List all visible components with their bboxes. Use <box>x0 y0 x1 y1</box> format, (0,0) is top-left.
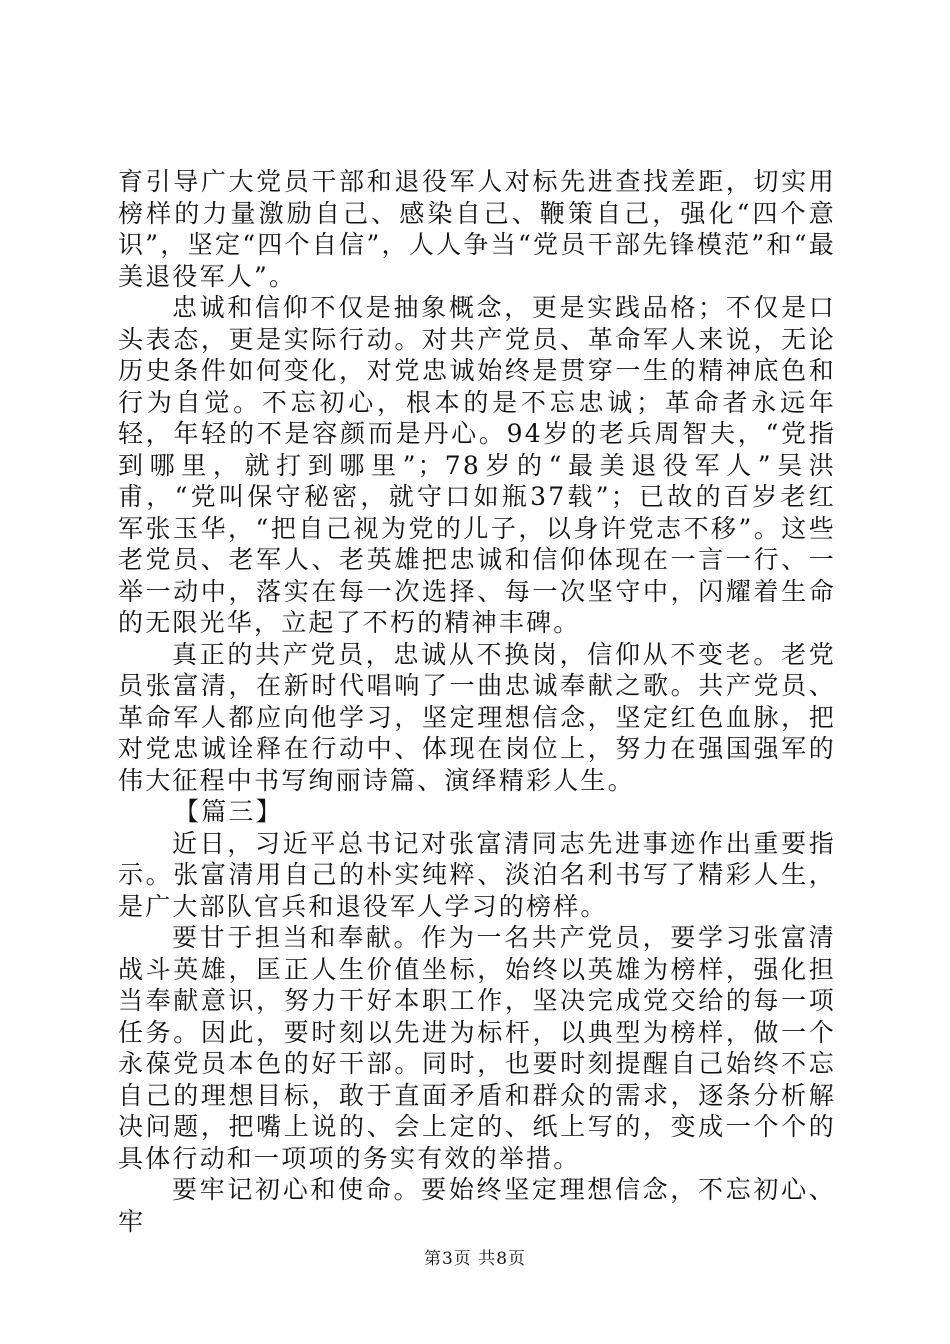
paragraph-continuation: 育引导广大党员干部和退役军人对标先进查找差距，切实用榜样的力量激励自己、感染自己、鞭策自己，强化“四个意识”，坚定“四个自信”，人人争当“党员干部先锋模范”和“最美退役军人”。 <box>118 167 836 291</box>
paragraph-true-party-member: 真正的共产党员，忠诚从不换岗，信仰从不变老。老党员张富清，在新时代唱响了一曲忠诚奉献之歌。共产党员、革命军人都应向他学习，坚定理想信念，坚定红色血脉，把对党忠诚诠释在行动中、体现在岗位上，努力在强国强军的伟大征程中书写绚丽诗篇、演绎精彩人生。 <box>118 639 836 795</box>
paragraph-loyalty-faith: 忠诚和信仰不仅是抽象概念，更是实践品格；不仅是口头表态，更是实际行动。对共产党员、革命军人来说，无论历史条件如何变化，对党忠诚始终是贯穿一生的精神底色和行为自觉。不忘初心，根本的是不忘忠诚；革命者永远年轻，年轻的不是容颜而是丹心。94岁的老兵周智夫，“党指到哪里，就打到哪里”；78岁的“最美退役军人”吴洪甫，“党叫保守秘密，就守口如瓶37载”；已故的百岁老红军张玉华，“把自己视为党的儿子，以身许党志不移”。这些老党员、老军人、老英雄把忠诚和信仰体现在一言一行、一举一动中，落实在每一次选择、每一次坚守中，闪耀着生命的无限光华，立起了不朽的精神丰碑。 <box>118 293 836 637</box>
paragraph-dedication: 要甘于担当和奉献。作为一名共产党员，要学习张富清战斗英雄，匡正人生价值坐标，始终以英雄为榜样，强化担当奉献意识，努力干好本职工作，坚决完成党交给的每一项任务。因此，要时刻以先进为标杆，以典型为榜样，做一个永葆党员本色的好干部。同时，也要时刻提醒自己始终不忘自己的理想目标，敢于直面矛盾和群众的需求，逐条分析解决问题，把嘴上说的、会上定的、纸上写的，变成一个个的具体行动和一项项的务实有效的举措。 <box>118 923 836 1173</box>
document-body <box>118 166 836 1237</box>
section-heading: 【篇三】 <box>174 797 283 826</box>
paragraph-recent-instruction: 近日，习近平总书记对张富清同志先进事迹作出重要指示。张富清用自己的朴实纯粹、淡泊名利书写了精彩人生，是广大部队官兵和退役军人学习的榜样。 <box>118 828 836 921</box>
page-footer: 第3页 共8页 <box>423 1249 527 1269</box>
paragraph-mission: 要牢记初心和使命。要始终坚定理想信念，不忘初心、牢 <box>118 1175 836 1236</box>
